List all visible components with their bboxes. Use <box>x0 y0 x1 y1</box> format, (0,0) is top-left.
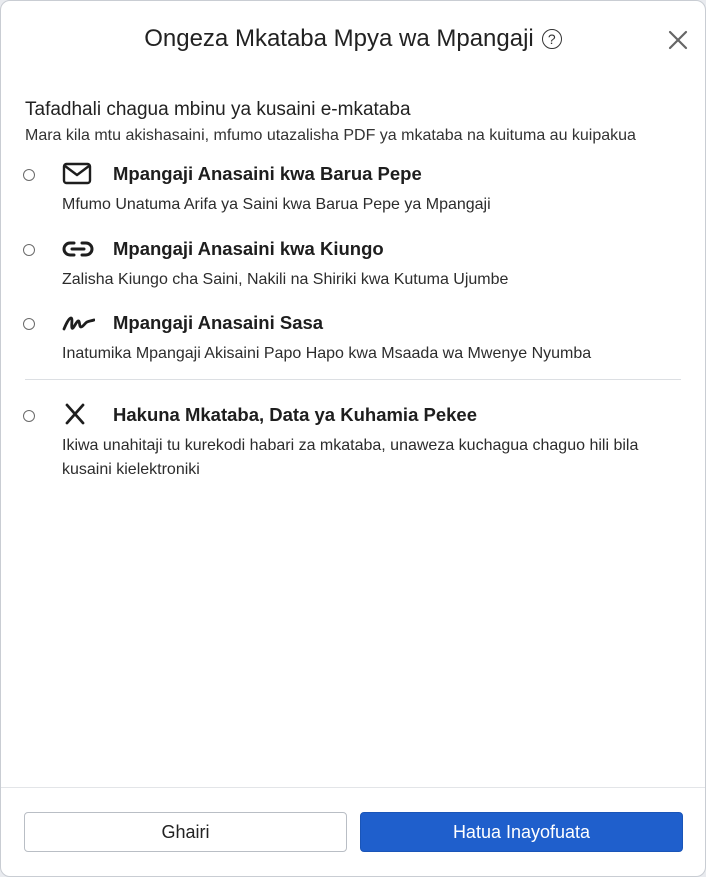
option-title: Mpangaji Anasaini Sasa <box>113 312 324 333</box>
option-description: Inatumika Mpangaji Akisaini Papo Hapo kwa Msaada wa Mwenye Nyumba <box>62 345 592 362</box>
options-divider <box>25 379 681 380</box>
radio-no-lease[interactable] <box>23 410 35 422</box>
footer-divider <box>1 787 705 788</box>
mail-icon <box>61 161 95 187</box>
option-title: Hakuna Mkataba, Data ya Kuhamia Pekee <box>113 404 477 425</box>
option-description: Ikiwa unahitaji tu kurekodi habari za mkataba, unaweza kuchagua chaguo hili bila kusaini kielektroniki <box>62 437 639 478</box>
cancel-button[interactable]: Ghairi <box>24 812 347 852</box>
intro-section <box>25 99 685 145</box>
radio-email-sign[interactable] <box>23 169 35 181</box>
radio-link-sign[interactable] <box>23 244 35 256</box>
next-step-button[interactable]: Hatua Inayofuata <box>360 812 683 852</box>
option-description: Zalisha Kiungo cha Saini, Nakili na Shiriki kwa Kutuma Ujumbe <box>62 271 509 288</box>
radio-sign-now[interactable] <box>23 318 35 330</box>
question-circle-icon[interactable]: ? <box>542 29 562 49</box>
intro-subtext: Mara kila mtu akishasaini, mfumo utazalisha PDF ya mkataba na kuituma au kuipakua <box>25 127 636 144</box>
link-icon <box>61 236 95 262</box>
option-title: Mpangaji Anasaini kwa Kiungo <box>113 238 384 259</box>
x-icon <box>61 402 95 428</box>
option-title: Mpangaji Anasaini kwa Barua Pepe <box>113 163 422 184</box>
dialog-title: Ongeza Mkataba Mpya wa Mpangaji <box>144 25 534 52</box>
signature-icon <box>61 310 95 336</box>
close-button[interactable] <box>665 27 691 53</box>
option-description: Mfumo Unatuma Arifa ya Saini kwa Barua Pepe ya Mpangaji <box>62 196 491 213</box>
dialog-header <box>1 19 705 59</box>
close-icon <box>665 27 691 53</box>
intro-heading: Tafadhali chagua mbinu ya kusaini e-mkataba <box>25 99 411 120</box>
